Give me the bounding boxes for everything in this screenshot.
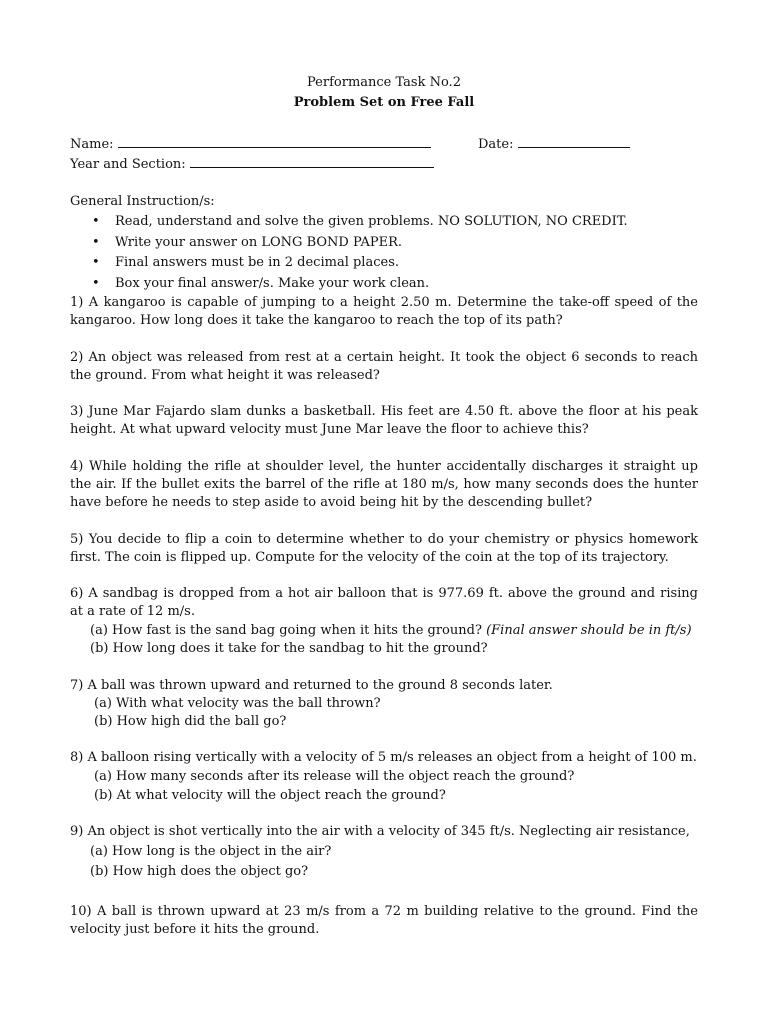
name-label: Name: (70, 137, 114, 152)
problem-1: 1) A kangaroo is capable of jumping to a height 2.50 m. Determine the take-off speed of the kangaroo. How long does it take the kangaroo to reach the top of its path? (70, 295, 698, 328)
instruction-item: • Read, understand and solve the given problems. NO SOLUTION, NO CREDIT. (92, 214, 628, 229)
problem-6-part-b: (b) How long does it take for the sandbag to hit the ground? (90, 641, 488, 656)
problem-2: 2) An object was released from rest at a certain height. It took the object 6 seconds to reach the ground. From what height it was released? (70, 350, 698, 383)
problem-6: 6) A sandbag is dropped from a hot air balloon that is 977.69 ft. above the ground and rising at a rate of 12 m/s. (70, 586, 698, 619)
instruction-item: • Write your answer on LONG BOND PAPER. (92, 234, 403, 250)
date-field (478, 134, 630, 154)
bullet-icon: • (92, 275, 100, 291)
section-blank (190, 154, 434, 168)
problem-5: 5) You decide to flip a coin to determine whether to do your chemistry or physics homework first. The coin is flipped up. Compute for the velocity of the coin at the top of its trajectory. (70, 532, 698, 565)
problem-8-part-b: (b) At what velocity will the object reach the ground? (94, 788, 446, 803)
date-label: Date: (478, 137, 514, 152)
section-field (70, 154, 434, 174)
instruction-item: • Final answers must be in 2 decimal places. (92, 255, 399, 270)
problem-9: 9) An object is shot vertically into the air with a velocity of 345 ft/s. Neglecting air resistance, (70, 824, 690, 839)
problem-7: 7) A ball was thrown upward and returned to the ground 8 seconds later. (70, 678, 553, 693)
instruction-item: • Box your final answer/s. Make your work clean. (92, 275, 430, 291)
problem-3: 3) June Mar Fajardo slam dunks a basketball. His feet are 4.50 ft. above the floor at his peak height. At what upward velocity must June Mar leave the floor to achieve this? (70, 404, 698, 437)
bullet-icon: • (92, 214, 100, 229)
problem-9-part-a: (a) How long is the object in the air? (90, 844, 332, 859)
section-label: Year and Section: (70, 157, 186, 172)
problem-6-note: (Final answer should be in ft/s) (486, 623, 692, 638)
instructions-list (70, 213, 628, 295)
problem-7-part-b: (b) How high did the ball go? (94, 714, 287, 729)
problem-8: 8) A balloon rising vertically with a velocity of 5 m/s releases an object from a height of 100 m. (70, 750, 697, 765)
problem-10: 10) A ball is thrown upward at 23 m/s from a 72 m building relative to the ground. Find the velocity just before it hits the ground. (70, 904, 698, 937)
page-subtitle: Problem Set on Free Fall (293, 95, 475, 110)
name-blank (118, 134, 431, 148)
date-blank (518, 134, 630, 148)
problem-6-part-a: (a) How fast is the sand bag going when it hits the ground? (Final answer should be in ft/s) (90, 623, 692, 638)
page-title: Performance Task No.2 (307, 75, 461, 90)
problem-4: 4) While holding the rifle at shoulder level, the hunter accidentally discharges it straight up the air. If the bullet exits the barrel of the rifle at 180 m/s, how many seconds does the hunter have before he needs to step aside to avoid being hit by the descending bullet? (70, 459, 698, 510)
instructions-heading: General Instruction/s: (70, 194, 215, 209)
problem-9-part-b: (b) How high does the object go? (90, 864, 309, 879)
bullet-icon: • (92, 255, 100, 270)
problem-7-part-a: (a) With what velocity was the ball thrown? (94, 696, 381, 711)
name-field (70, 134, 431, 154)
problem-8-part-a: (a) How many seconds after its release will the object reach the ground? (94, 769, 575, 784)
bullet-icon: • (92, 234, 100, 250)
